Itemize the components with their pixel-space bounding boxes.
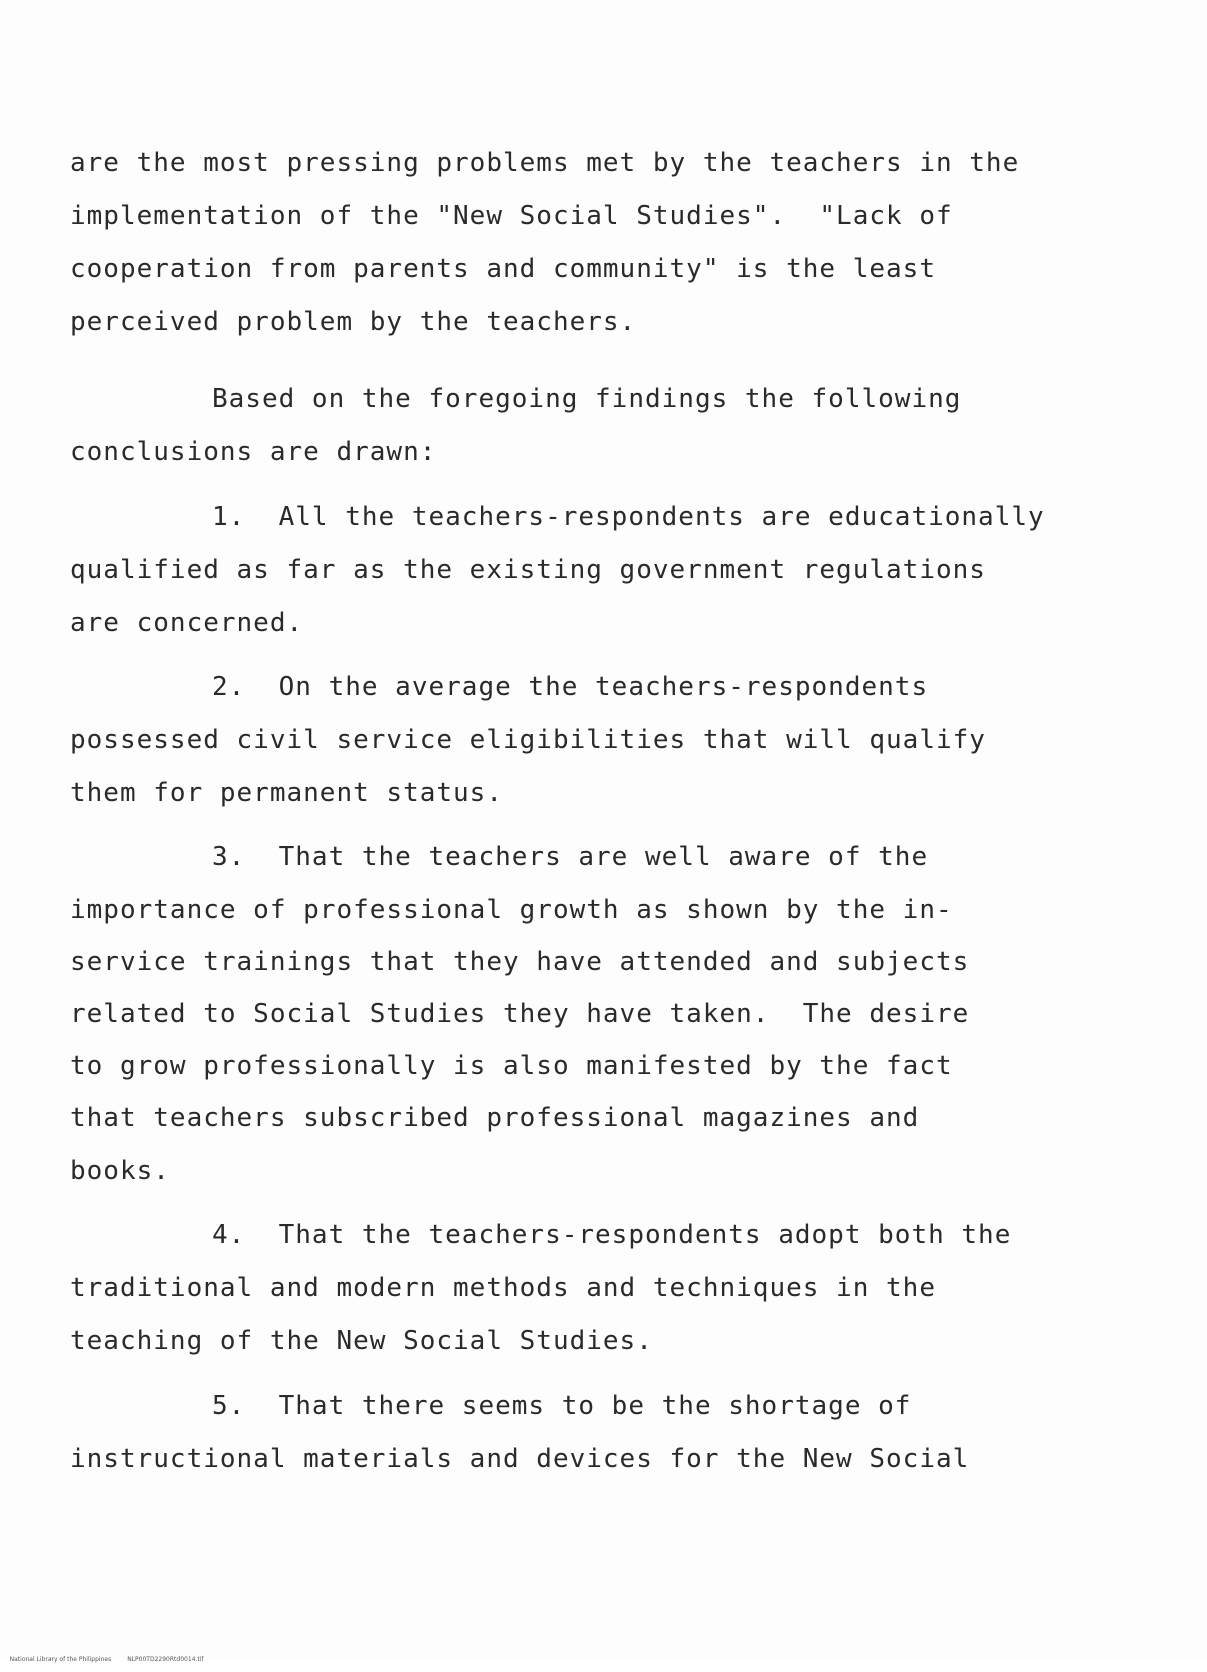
conclusion-4-start: 4. That the teachers-respondents adopt both the [212, 1220, 1012, 1250]
scan-footer [2, 1648, 220, 1672]
text-line: traditional and modern methods and techniques in the [70, 1273, 936, 1303]
text-line: are the most pressing problems met by the teachers in the [70, 148, 1020, 178]
text-line: implementation of the "New Social Studies". "Lack of [70, 201, 953, 231]
footer-file: NLP00TD2290Rtd0014.tif [127, 1656, 204, 1663]
text-line: them for permanent status. [70, 778, 503, 808]
text-line: books. [70, 1156, 170, 1186]
text-line: possessed civil service eligibilities that will qualify [70, 725, 986, 755]
text-line: conclusions are drawn: [70, 437, 437, 467]
text-line: perceived problem by the teachers. [70, 307, 637, 337]
footer-library: National Library of the Philippines [9, 1656, 112, 1663]
conclusion-3-start: 3. That the teachers are well aware of the [212, 842, 929, 872]
conclusion-1-start: 1. All the teachers-respondents are educationally [212, 502, 1045, 532]
text-line: service trainings that they have attended and subjects [70, 947, 970, 977]
text-line: cooperation from parents and community" is the least [70, 254, 936, 284]
text-line: instructional materials and devices for the New Social [70, 1444, 970, 1474]
text-line: that teachers subscribed professional magazines and [70, 1103, 920, 1133]
text-line: related to Social Studies they have taken. The desire [70, 999, 970, 1029]
paragraph-start: Based on the foregoing findings the following [212, 384, 962, 414]
conclusion-5-start: 5. That there seems to be the shortage of [212, 1391, 912, 1421]
text-line: are concerned. [70, 608, 304, 638]
text-line: qualified as far as the existing government regulations [70, 555, 986, 585]
text-line: importance of professional growth as shown by the in- [70, 895, 953, 925]
text-line: teaching of the New Social Studies. [70, 1326, 653, 1356]
conclusion-2-start: 2. On the average the teachers-respondents [212, 672, 929, 702]
text-line: to grow professionally is also manifested by the fact [70, 1051, 953, 1081]
